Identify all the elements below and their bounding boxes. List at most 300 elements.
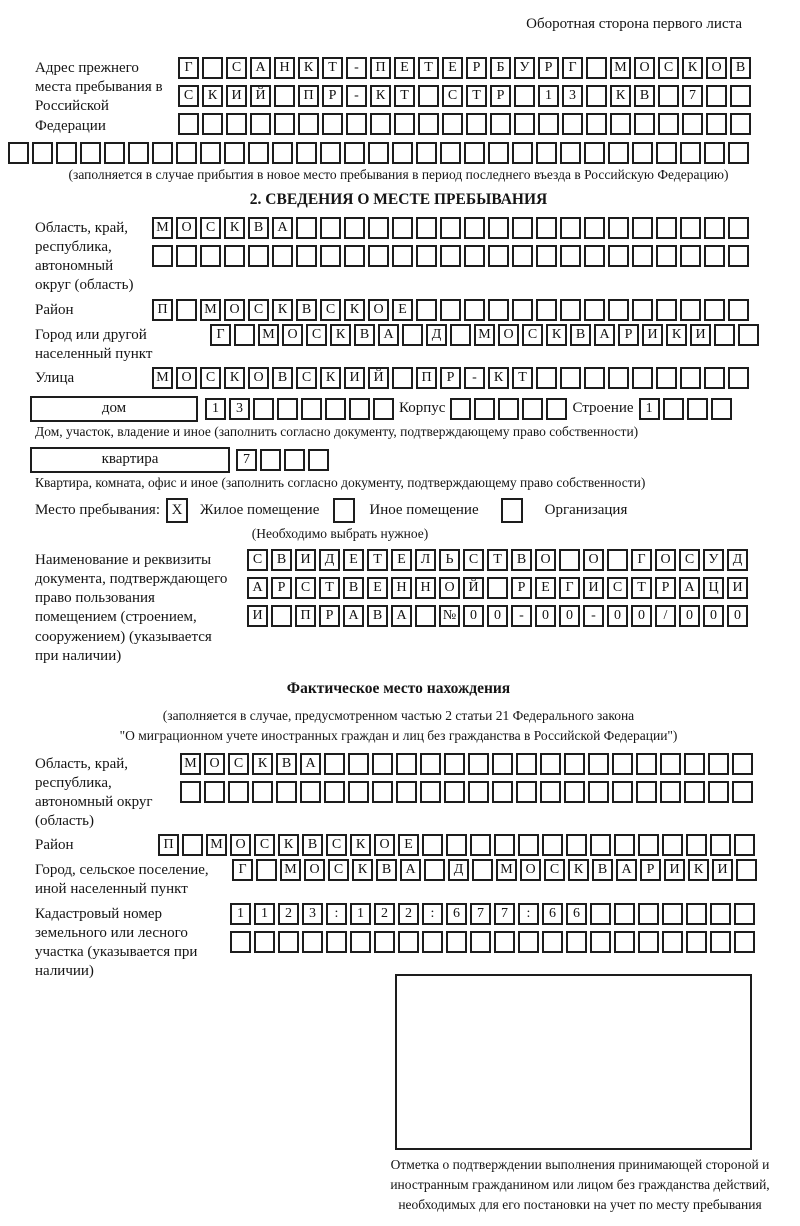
char-box[interactable] (608, 299, 629, 321)
char-box[interactable] (562, 113, 583, 135)
char-box[interactable]: П (295, 605, 316, 627)
char-box[interactable] (252, 781, 273, 803)
char-box[interactable] (704, 367, 725, 389)
char-box[interactable] (450, 324, 471, 346)
char-box[interactable] (584, 217, 605, 239)
char-box[interactable]: 7 (236, 449, 257, 471)
char-box[interactable]: О (304, 859, 325, 881)
char-box[interactable]: А (679, 577, 700, 599)
char-box[interactable] (56, 142, 77, 164)
char-box[interactable]: Л (415, 549, 436, 571)
char-box[interactable]: С (254, 834, 275, 856)
char-box[interactable] (638, 834, 659, 856)
char-box[interactable] (660, 753, 681, 775)
char-box[interactable] (320, 245, 341, 267)
char-box[interactable] (607, 549, 628, 571)
char-box[interactable] (514, 113, 535, 135)
char-box[interactable]: 1 (205, 398, 226, 420)
char-box[interactable] (706, 85, 727, 107)
stay-type-checkbox-residential[interactable]: X (166, 498, 188, 523)
char-box[interactable] (308, 449, 329, 471)
char-box[interactable]: Г (232, 859, 253, 881)
char-box[interactable] (470, 834, 491, 856)
char-box[interactable] (680, 245, 701, 267)
char-box[interactable]: К (488, 367, 509, 389)
char-box[interactable]: К (352, 859, 373, 881)
char-box[interactable] (182, 834, 203, 856)
char-box[interactable] (684, 781, 705, 803)
char-box[interactable]: А (250, 57, 271, 79)
char-box[interactable]: Е (367, 577, 388, 599)
char-box[interactable] (680, 217, 701, 239)
char-box[interactable] (276, 781, 297, 803)
char-box[interactable]: Р (538, 57, 559, 79)
char-box[interactable] (632, 245, 653, 267)
stay-type-checkbox-other-premise[interactable] (333, 498, 355, 523)
char-box[interactable]: К (568, 859, 589, 881)
char-box[interactable] (8, 142, 29, 164)
char-box[interactable]: 1 (350, 903, 371, 925)
char-box[interactable]: - (511, 605, 532, 627)
char-box[interactable]: О (230, 834, 251, 856)
char-box[interactable]: С (248, 299, 269, 321)
char-box[interactable]: : (326, 903, 347, 925)
char-box[interactable] (418, 113, 439, 135)
char-box[interactable]: С (522, 324, 543, 346)
char-box[interactable]: В (272, 367, 293, 389)
char-box[interactable] (272, 142, 293, 164)
char-box[interactable]: 0 (631, 605, 652, 627)
char-box[interactable]: А (391, 605, 412, 627)
char-box[interactable]: Е (394, 57, 415, 79)
char-box[interactable] (372, 753, 393, 775)
char-box[interactable] (224, 245, 245, 267)
char-box[interactable] (368, 245, 389, 267)
char-box[interactable] (540, 781, 561, 803)
char-box[interactable] (706, 113, 727, 135)
char-box[interactable]: И (247, 605, 268, 627)
char-box[interactable] (104, 142, 125, 164)
char-box[interactable]: Т (631, 577, 652, 599)
char-box[interactable] (230, 931, 251, 953)
char-box[interactable]: М (180, 753, 201, 775)
char-box[interactable]: А (594, 324, 615, 346)
char-box[interactable] (344, 245, 365, 267)
char-box[interactable] (128, 142, 149, 164)
char-box[interactable] (322, 113, 343, 135)
char-box[interactable] (250, 113, 271, 135)
char-box[interactable]: Т (367, 549, 388, 571)
char-box[interactable] (176, 299, 197, 321)
char-box[interactable]: И (583, 577, 604, 599)
char-box[interactable]: Н (391, 577, 412, 599)
char-box[interactable] (374, 931, 395, 953)
char-box[interactable] (488, 299, 509, 321)
char-box[interactable]: С (228, 753, 249, 775)
char-box[interactable] (301, 398, 322, 420)
char-box[interactable]: М (200, 299, 221, 321)
char-box[interactable] (324, 781, 345, 803)
char-box[interactable]: В (343, 577, 364, 599)
char-box[interactable] (202, 57, 223, 79)
char-box[interactable] (536, 367, 557, 389)
char-box[interactable] (608, 142, 629, 164)
char-box[interactable]: 0 (727, 605, 748, 627)
char-box[interactable]: К (224, 217, 245, 239)
char-box[interactable]: : (518, 903, 539, 925)
char-box[interactable] (396, 753, 417, 775)
char-box[interactable] (498, 398, 519, 420)
char-box[interactable]: Н (274, 57, 295, 79)
char-box[interactable] (612, 753, 633, 775)
char-box[interactable]: 0 (703, 605, 724, 627)
char-box[interactable] (586, 85, 607, 107)
char-box[interactable] (398, 931, 419, 953)
char-box[interactable]: - (346, 57, 367, 79)
char-box[interactable]: О (248, 367, 269, 389)
char-box[interactable]: О (176, 217, 197, 239)
char-box[interactable]: С (658, 57, 679, 79)
char-box[interactable] (349, 398, 370, 420)
char-box[interactable] (680, 142, 701, 164)
char-box[interactable] (326, 931, 347, 953)
char-box[interactable]: Е (392, 299, 413, 321)
char-box[interactable]: О (224, 299, 245, 321)
char-box[interactable]: 7 (470, 903, 491, 925)
char-box[interactable] (464, 245, 485, 267)
char-box[interactable]: Т (418, 57, 439, 79)
char-box[interactable]: М (258, 324, 279, 346)
char-box[interactable] (368, 142, 389, 164)
char-box[interactable]: 3 (229, 398, 250, 420)
char-box[interactable] (444, 781, 465, 803)
char-box[interactable] (542, 931, 563, 953)
char-box[interactable] (422, 834, 443, 856)
char-box[interactable]: О (498, 324, 519, 346)
char-box[interactable] (536, 217, 557, 239)
char-box[interactable] (686, 931, 707, 953)
char-box[interactable]: О (368, 299, 389, 321)
char-box[interactable]: 7 (494, 903, 515, 925)
char-box[interactable]: В (592, 859, 613, 881)
char-box[interactable]: В (511, 549, 532, 571)
char-box[interactable] (736, 859, 757, 881)
char-box[interactable] (632, 217, 653, 239)
char-box[interactable]: Г (562, 57, 583, 79)
char-box[interactable] (320, 217, 341, 239)
char-box[interactable]: Т (322, 57, 343, 79)
char-box[interactable] (586, 113, 607, 135)
char-box[interactable] (492, 781, 513, 803)
char-box[interactable] (560, 367, 581, 389)
char-box[interactable] (662, 931, 683, 953)
char-box[interactable] (584, 142, 605, 164)
char-box[interactable] (468, 781, 489, 803)
char-box[interactable] (711, 398, 732, 420)
char-box[interactable] (638, 931, 659, 953)
char-box[interactable] (730, 85, 751, 107)
char-box[interactable] (516, 781, 537, 803)
char-box[interactable] (632, 367, 653, 389)
char-box[interactable]: Д (426, 324, 447, 346)
char-box[interactable] (300, 781, 321, 803)
char-box[interactable] (450, 398, 471, 420)
char-box[interactable] (492, 753, 513, 775)
char-box[interactable] (536, 142, 557, 164)
char-box[interactable]: 0 (463, 605, 484, 627)
char-box[interactable] (296, 245, 317, 267)
char-box[interactable] (512, 299, 533, 321)
char-box[interactable]: В (296, 299, 317, 321)
char-box[interactable] (394, 113, 415, 135)
char-box[interactable] (176, 142, 197, 164)
char-box[interactable] (420, 753, 441, 775)
char-box[interactable]: Р (511, 577, 532, 599)
char-box[interactable] (538, 113, 559, 135)
char-box[interactable] (708, 781, 729, 803)
char-box[interactable] (728, 367, 749, 389)
char-box[interactable]: Ц (703, 577, 724, 599)
char-box[interactable] (608, 245, 629, 267)
char-box[interactable] (710, 903, 731, 925)
char-box[interactable] (608, 217, 629, 239)
char-box[interactable]: Т (319, 577, 340, 599)
char-box[interactable]: А (247, 577, 268, 599)
char-box[interactable]: К (666, 324, 687, 346)
char-box[interactable]: 1 (538, 85, 559, 107)
char-box[interactable] (494, 931, 515, 953)
char-box[interactable]: К (350, 834, 371, 856)
char-box[interactable] (734, 931, 755, 953)
char-box[interactable]: 3 (562, 85, 583, 107)
char-box[interactable] (418, 85, 439, 107)
char-box[interactable] (518, 931, 539, 953)
char-box[interactable] (442, 113, 463, 135)
char-box[interactable]: С (544, 859, 565, 881)
char-box[interactable] (416, 245, 437, 267)
char-box[interactable]: С (463, 549, 484, 571)
char-box[interactable] (590, 903, 611, 925)
char-box[interactable]: 0 (679, 605, 700, 627)
char-box[interactable]: 6 (566, 903, 587, 925)
char-box[interactable] (422, 931, 443, 953)
char-box[interactable] (704, 142, 725, 164)
char-box[interactable] (440, 142, 461, 164)
char-box[interactable] (682, 113, 703, 135)
char-box[interactable] (728, 245, 749, 267)
char-box[interactable] (564, 781, 585, 803)
char-box[interactable] (392, 245, 413, 267)
char-box[interactable]: Д (727, 549, 748, 571)
char-box[interactable]: Е (398, 834, 419, 856)
char-box[interactable]: А (343, 605, 364, 627)
char-box[interactable] (284, 449, 305, 471)
char-box[interactable]: К (682, 57, 703, 79)
char-box[interactable]: 2 (374, 903, 395, 925)
char-box[interactable]: К (224, 367, 245, 389)
stay-type-checkbox-organization[interactable] (501, 498, 523, 523)
char-box[interactable] (710, 834, 731, 856)
char-box[interactable] (324, 753, 345, 775)
char-box[interactable]: О (655, 549, 676, 571)
char-box[interactable] (536, 299, 557, 321)
char-box[interactable] (416, 217, 437, 239)
char-box[interactable] (634, 113, 655, 135)
char-box[interactable] (704, 217, 725, 239)
char-box[interactable]: С (295, 577, 316, 599)
char-box[interactable]: И (295, 549, 316, 571)
char-box[interactable] (254, 931, 275, 953)
char-box[interactable] (392, 367, 413, 389)
char-box[interactable]: 6 (542, 903, 563, 925)
char-box[interactable] (687, 398, 708, 420)
char-box[interactable]: 0 (487, 605, 508, 627)
char-box[interactable] (370, 113, 391, 135)
char-box[interactable]: С (226, 57, 247, 79)
char-box[interactable]: Е (442, 57, 463, 79)
char-box[interactable] (373, 398, 394, 420)
char-box[interactable]: К (278, 834, 299, 856)
char-box[interactable]: № (439, 605, 460, 627)
char-box[interactable] (444, 753, 465, 775)
char-box[interactable] (658, 113, 679, 135)
char-box[interactable] (204, 781, 225, 803)
char-box[interactable] (680, 299, 701, 321)
char-box[interactable] (466, 113, 487, 135)
char-box[interactable]: С (328, 859, 349, 881)
char-box[interactable]: К (688, 859, 709, 881)
char-box[interactable]: С (326, 834, 347, 856)
char-box[interactable] (732, 781, 753, 803)
char-box[interactable] (516, 753, 537, 775)
char-box[interactable] (730, 113, 751, 135)
char-box[interactable] (464, 142, 485, 164)
char-box[interactable] (416, 142, 437, 164)
char-box[interactable] (560, 217, 581, 239)
char-box[interactable] (200, 142, 221, 164)
char-box[interactable] (564, 753, 585, 775)
char-box[interactable] (348, 753, 369, 775)
char-box[interactable]: Г (210, 324, 231, 346)
char-box[interactable] (320, 142, 341, 164)
char-box[interactable]: И (690, 324, 711, 346)
char-box[interactable] (296, 217, 317, 239)
char-box[interactable] (487, 577, 508, 599)
char-box[interactable] (180, 781, 201, 803)
char-box[interactable]: В (302, 834, 323, 856)
char-box[interactable]: - (464, 367, 485, 389)
char-box[interactable] (415, 605, 436, 627)
char-box[interactable]: 7 (682, 85, 703, 107)
char-box[interactable] (32, 142, 53, 164)
char-box[interactable]: 1 (639, 398, 660, 420)
char-box[interactable]: О (706, 57, 727, 79)
char-box[interactable]: И (226, 85, 247, 107)
char-box[interactable] (228, 781, 249, 803)
char-box[interactable] (542, 834, 563, 856)
char-box[interactable] (704, 245, 725, 267)
char-box[interactable]: В (271, 549, 292, 571)
char-box[interactable]: С (178, 85, 199, 107)
char-box[interactable] (178, 113, 199, 135)
char-box[interactable] (253, 398, 274, 420)
char-box[interactable] (325, 398, 346, 420)
char-box[interactable] (472, 859, 493, 881)
char-box[interactable] (632, 142, 653, 164)
char-box[interactable]: К (546, 324, 567, 346)
char-box[interactable] (296, 142, 317, 164)
char-box[interactable]: С (247, 549, 268, 571)
char-box[interactable] (663, 398, 684, 420)
char-box[interactable] (588, 753, 609, 775)
char-box[interactable]: Т (466, 85, 487, 107)
char-box[interactable]: Д (319, 549, 340, 571)
char-box[interactable]: В (376, 859, 397, 881)
char-box[interactable] (350, 931, 371, 953)
char-box[interactable] (416, 299, 437, 321)
char-box[interactable] (368, 217, 389, 239)
char-box[interactable]: - (583, 605, 604, 627)
char-box[interactable]: С (200, 217, 221, 239)
char-box[interactable] (612, 781, 633, 803)
char-box[interactable] (512, 142, 533, 164)
char-box[interactable] (638, 903, 659, 925)
char-box[interactable]: К (344, 299, 365, 321)
char-box[interactable]: В (248, 217, 269, 239)
char-box[interactable]: А (300, 753, 321, 775)
char-box[interactable]: Р (466, 57, 487, 79)
char-box[interactable]: М (206, 834, 227, 856)
char-box[interactable] (348, 781, 369, 803)
char-box[interactable] (440, 299, 461, 321)
char-box[interactable]: К (330, 324, 351, 346)
char-box[interactable]: В (276, 753, 297, 775)
char-box[interactable]: / (655, 605, 676, 627)
char-box[interactable] (584, 299, 605, 321)
char-box[interactable] (302, 931, 323, 953)
char-box[interactable]: Р (319, 605, 340, 627)
char-box[interactable] (610, 113, 631, 135)
char-box[interactable] (728, 299, 749, 321)
char-box[interactable] (636, 781, 657, 803)
char-box[interactable]: В (367, 605, 388, 627)
char-box[interactable]: О (634, 57, 655, 79)
char-box[interactable]: В (634, 85, 655, 107)
char-box[interactable] (440, 245, 461, 267)
char-box[interactable]: 0 (535, 605, 556, 627)
char-box[interactable] (464, 217, 485, 239)
char-box[interactable] (686, 903, 707, 925)
char-box[interactable]: А (400, 859, 421, 881)
char-box[interactable] (260, 449, 281, 471)
char-box[interactable] (344, 217, 365, 239)
char-box[interactable] (344, 142, 365, 164)
char-box[interactable]: П (152, 299, 173, 321)
char-box[interactable]: В (354, 324, 375, 346)
char-box[interactable] (710, 931, 731, 953)
char-box[interactable]: К (370, 85, 391, 107)
char-box[interactable] (680, 367, 701, 389)
char-box[interactable] (152, 245, 173, 267)
char-box[interactable] (660, 781, 681, 803)
char-box[interactable] (396, 781, 417, 803)
char-box[interactable] (656, 299, 677, 321)
char-box[interactable] (566, 834, 587, 856)
char-box[interactable]: 3 (302, 903, 323, 925)
char-box[interactable] (536, 245, 557, 267)
char-box[interactable] (632, 299, 653, 321)
char-box[interactable] (608, 367, 629, 389)
